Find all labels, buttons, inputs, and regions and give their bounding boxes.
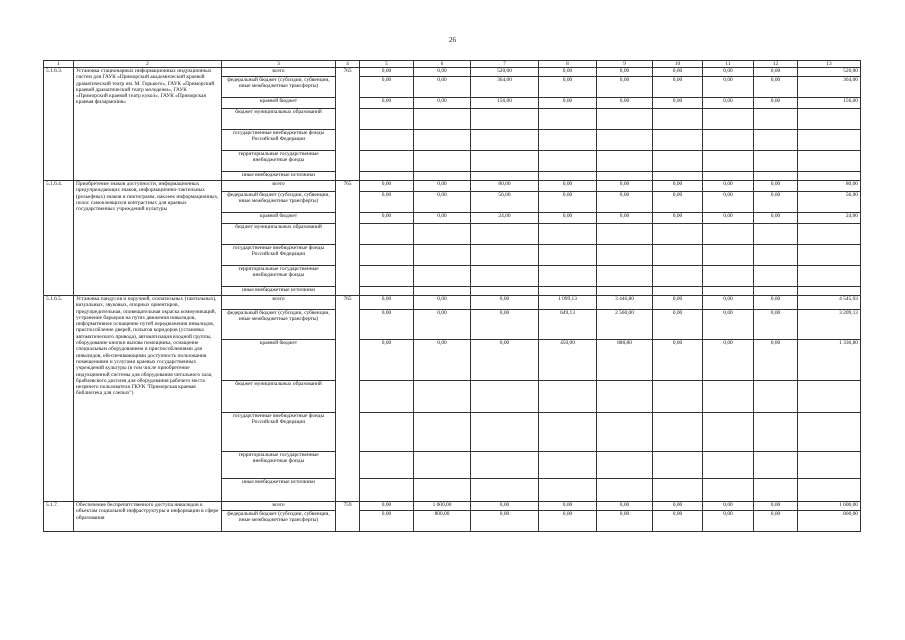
- funding-source: территориальные государственные внебюджетные фонды: [222, 266, 336, 287]
- measure-name: Приобретение знаков доступности, информационных предупреждающих знаков, информационно-тактильных (рельефных) знаков и пиктограмм, наклеек информационных, полос самоклеящихся контрастных для краевых государственных учреждений культуры: [74, 181, 222, 296]
- total-value: 800,00: [798, 511, 861, 532]
- year-value: 0,00: [703, 98, 754, 109]
- year-value: 156,00: [471, 98, 539, 109]
- total-value: 24,00: [798, 213, 861, 224]
- year-value: [754, 245, 798, 266]
- year-value: [653, 413, 703, 452]
- year-value: 0,00: [703, 77, 754, 98]
- year-value: [703, 266, 754, 287]
- year-value: [703, 109, 754, 130]
- year-value: 3 446,80: [597, 296, 653, 310]
- year-value: 0,00: [703, 181, 754, 192]
- year-value: 0,00: [360, 502, 414, 511]
- year-value: [597, 245, 653, 266]
- year-value: 0,00: [597, 68, 653, 77]
- year-value: [597, 452, 653, 479]
- column-number: 1: [44, 61, 74, 68]
- funding-source: бюджет муниципальных образований: [222, 224, 336, 245]
- year-value: [703, 381, 754, 413]
- total-value: 56,00: [798, 192, 861, 213]
- year-value: [754, 224, 798, 245]
- measure-code: 5.1.6.3.: [44, 68, 74, 181]
- year-value: 0,00: [754, 340, 798, 381]
- table-row: [44, 502, 861, 511]
- year-value: [653, 151, 703, 172]
- year-value: [539, 130, 597, 151]
- year-value: [471, 245, 539, 266]
- year-value: [414, 413, 471, 452]
- grbs-code: 765: [336, 181, 360, 296]
- total-value: [798, 287, 861, 296]
- year-value: [597, 151, 653, 172]
- funding-source: краевой бюджет: [222, 98, 336, 109]
- year-value: [754, 452, 798, 479]
- funding-source: всего: [222, 68, 336, 77]
- year-value: [754, 266, 798, 287]
- year-value: 0,00: [360, 68, 414, 77]
- year-value: [754, 172, 798, 181]
- year-value: [653, 224, 703, 245]
- year-value: [597, 224, 653, 245]
- year-value: 0,00: [414, 77, 471, 98]
- year-value: [414, 172, 471, 181]
- year-value: 0,00: [414, 213, 471, 224]
- year-value: 0,00: [754, 192, 798, 213]
- year-value: [703, 151, 754, 172]
- year-value: [703, 130, 754, 151]
- measure-code: 5.1.6.4.: [44, 181, 74, 296]
- year-value: 800,00: [414, 511, 471, 532]
- measure-code: 5.1.7.: [44, 502, 74, 532]
- year-value: [414, 224, 471, 245]
- year-value: [703, 452, 754, 479]
- total-value: [798, 413, 861, 452]
- funding-source: государственные внебюджетные фонды Российской Федерации: [222, 245, 336, 266]
- year-value: [539, 224, 597, 245]
- funding-source: федеральный бюджет (субсидии, субвенции, иные межбюджетные трансферты): [222, 310, 336, 340]
- funding-source: федеральный бюджет (субсидии, субвенции, иные межбюджетные трансферты): [222, 511, 336, 532]
- year-value: 0,00: [360, 340, 414, 381]
- column-number: 5: [360, 61, 414, 68]
- total-value: 4 545,93: [798, 296, 861, 310]
- year-value: [597, 479, 653, 502]
- year-value: 0,00: [360, 296, 414, 310]
- year-value: 0,00: [539, 213, 597, 224]
- funding-source: государственные внебюджетные фонды Российской Федерации: [222, 413, 336, 452]
- funding-source: иные внебюджетные источники: [222, 479, 336, 502]
- year-value: 0,00: [653, 340, 703, 381]
- year-value: [414, 245, 471, 266]
- year-value: 0,00: [703, 213, 754, 224]
- year-value: 0,00: [754, 181, 798, 192]
- year-value: [653, 287, 703, 296]
- table-row: [44, 181, 861, 192]
- total-value: 3 209,13: [798, 310, 861, 340]
- year-value: [360, 266, 414, 287]
- year-value: [653, 381, 703, 413]
- year-value: [360, 479, 414, 502]
- year-value: 80,00: [471, 181, 539, 192]
- year-value: [597, 130, 653, 151]
- year-value: 0,00: [754, 511, 798, 532]
- year-value: [653, 109, 703, 130]
- year-value: 0,00: [471, 502, 539, 511]
- year-value: [471, 479, 539, 502]
- funding-source: краевой бюджет: [222, 340, 336, 381]
- funding-source: государственные внебюджетные фонды Российской Федерации: [222, 130, 336, 151]
- funding-source: бюджет муниципальных образований: [222, 109, 336, 130]
- year-value: [414, 130, 471, 151]
- year-value: 0,00: [360, 181, 414, 192]
- year-value: [703, 287, 754, 296]
- year-value: 0,00: [703, 340, 754, 381]
- column-number-row: [44, 61, 861, 68]
- year-value: [539, 287, 597, 296]
- funding-source: федеральный бюджет (субсидии, субвенции, иные межбюджетные трансферты): [222, 77, 336, 98]
- year-value: [471, 452, 539, 479]
- year-value: [471, 413, 539, 452]
- year-value: [754, 413, 798, 452]
- column-number: 3: [222, 61, 336, 68]
- year-value: 450,00: [539, 340, 597, 381]
- year-value: 0,00: [754, 68, 798, 77]
- total-value: 80,00: [798, 181, 861, 192]
- year-value: [539, 381, 597, 413]
- column-number: 6: [414, 61, 471, 68]
- column-number: 13: [798, 61, 861, 68]
- year-value: 0,00: [653, 77, 703, 98]
- year-value: 0,00: [414, 98, 471, 109]
- year-value: [539, 479, 597, 502]
- year-value: 0,00: [360, 511, 414, 532]
- column-number: 8: [539, 61, 597, 68]
- year-value: 1 600,00: [414, 502, 471, 511]
- year-value: 0,00: [653, 511, 703, 532]
- budget-table: [43, 60, 861, 532]
- column-number: 12: [754, 61, 798, 68]
- year-value: [703, 245, 754, 266]
- year-value: 0,00: [360, 213, 414, 224]
- year-value: [539, 245, 597, 266]
- year-value: [703, 479, 754, 502]
- year-value: [414, 151, 471, 172]
- year-value: 0,00: [703, 310, 754, 340]
- year-value: [360, 413, 414, 452]
- year-value: 0,00: [653, 181, 703, 192]
- year-value: 0,00: [703, 502, 754, 511]
- year-value: [414, 287, 471, 296]
- measure-code: 5.1.6.5.: [44, 296, 74, 502]
- year-value: [653, 452, 703, 479]
- grbs-code: 765: [336, 68, 360, 181]
- year-value: [539, 413, 597, 452]
- year-value: [597, 413, 653, 452]
- year-value: 0,00: [539, 98, 597, 109]
- total-value: [798, 479, 861, 502]
- grbs-code: 759: [336, 502, 360, 532]
- year-value: [597, 287, 653, 296]
- year-value: 0,00: [539, 77, 597, 98]
- table-row: [44, 296, 861, 310]
- year-value: [597, 109, 653, 130]
- year-value: 0,00: [360, 77, 414, 98]
- total-value: [798, 452, 861, 479]
- year-value: 0,00: [653, 296, 703, 310]
- year-value: 0,00: [414, 181, 471, 192]
- year-value: [471, 224, 539, 245]
- year-value: [471, 287, 539, 296]
- column-number: 7: [471, 61, 539, 68]
- year-value: 520,00: [471, 68, 539, 77]
- year-value: 0,00: [414, 68, 471, 77]
- year-value: [754, 130, 798, 151]
- year-value: [653, 245, 703, 266]
- year-value: 0,00: [653, 213, 703, 224]
- year-value: 0,00: [754, 77, 798, 98]
- year-value: 0,00: [653, 192, 703, 213]
- total-value: 1 600,00: [798, 502, 861, 511]
- year-value: 0,00: [754, 213, 798, 224]
- year-value: [360, 224, 414, 245]
- year-value: 0,00: [471, 340, 539, 381]
- funding-source: бюджет муниципальных образований: [222, 381, 336, 413]
- year-value: [360, 109, 414, 130]
- year-value: 886,80: [597, 340, 653, 381]
- year-value: 0,00: [597, 511, 653, 532]
- year-value: [360, 172, 414, 181]
- measure-name: Обеспечение беспрепятственного доступа инвалидов к объектам социальной инфраструктуры и информации в сфере образования: [74, 502, 222, 532]
- year-value: [597, 381, 653, 413]
- year-value: 0,00: [597, 77, 653, 98]
- funding-source: федеральный бюджет (субсидии, субвенции, иные межбюджетные трансферты): [222, 192, 336, 213]
- year-value: [414, 381, 471, 413]
- year-value: 0,00: [414, 310, 471, 340]
- total-value: [798, 381, 861, 413]
- year-value: 0,00: [754, 502, 798, 511]
- total-value: [798, 224, 861, 245]
- column-number: 2: [74, 61, 222, 68]
- year-value: 0,00: [597, 502, 653, 511]
- total-value: [798, 130, 861, 151]
- funding-source: территориальные государственные внебюджетные фонды: [222, 151, 336, 172]
- column-number: 4: [336, 61, 360, 68]
- year-value: 0,00: [471, 511, 539, 532]
- year-value: 0,00: [597, 181, 653, 192]
- year-value: [754, 479, 798, 502]
- year-value: [754, 287, 798, 296]
- year-value: [754, 381, 798, 413]
- year-value: 0,00: [539, 511, 597, 532]
- year-value: [653, 130, 703, 151]
- year-value: [360, 245, 414, 266]
- year-value: [360, 287, 414, 296]
- year-value: [360, 151, 414, 172]
- year-value: [471, 151, 539, 172]
- funding-source: территориальные государственные внебюджетные фонды: [222, 452, 336, 479]
- total-value: [798, 109, 861, 130]
- page-number: 26: [449, 36, 456, 44]
- funding-source: иные внебюджетные источники: [222, 287, 336, 296]
- year-value: [539, 151, 597, 172]
- total-value: [798, 245, 861, 266]
- year-value: 0,00: [471, 296, 539, 310]
- year-value: 0,00: [360, 310, 414, 340]
- year-value: 0,00: [653, 502, 703, 511]
- year-value: [597, 172, 653, 181]
- year-value: [471, 172, 539, 181]
- year-value: 0,00: [539, 181, 597, 192]
- year-value: [471, 109, 539, 130]
- year-value: 0,00: [360, 192, 414, 213]
- year-value: [754, 109, 798, 130]
- total-value: 520,00: [798, 68, 861, 77]
- year-value: [703, 224, 754, 245]
- year-value: 1 099,13: [539, 296, 597, 310]
- year-value: [414, 452, 471, 479]
- year-value: 56,00: [471, 192, 539, 213]
- year-value: 0,00: [414, 192, 471, 213]
- funding-source: всего: [222, 296, 336, 310]
- year-value: 649,13: [539, 310, 597, 340]
- year-value: [597, 266, 653, 287]
- column-number: 9: [597, 61, 653, 68]
- year-value: 0,00: [597, 98, 653, 109]
- year-value: [539, 452, 597, 479]
- year-value: 24,00: [471, 213, 539, 224]
- year-value: 0,00: [653, 68, 703, 77]
- year-value: 0,00: [597, 192, 653, 213]
- year-value: 0,00: [653, 310, 703, 340]
- year-value: 0,00: [360, 98, 414, 109]
- measure-name: Установка пандусов и поручней, осязательных (тактильных), визуальных, звуковых, опорных ориентиров, предупредительная, оповещательная окраска коммуникаций, устранение барьеров на путях движения инвалидов, информативное оснащение путей передвижения инвалидов, приспособление дверей, полыгов коридоров (установка автоматического привода), автоматизация входной группы, оборудование кнопки вызова помощника, оснащение специальным оборудованием и приспособлениями для инвалидов, обеспечивающими доступность пользования помещениями и услугами краевых государственных учреждений культуры (в том числе приобретение индукционной системы для оборудования читального зала, брайлевского дисплея для оборудования рабочего места незрячего пользователя ГКУК "Приморская краевая библиотека для слепых"): [74, 296, 222, 502]
- year-value: [414, 479, 471, 502]
- year-value: [360, 381, 414, 413]
- year-value: 0,00: [703, 511, 754, 532]
- year-value: [414, 266, 471, 287]
- year-value: [471, 130, 539, 151]
- year-value: [653, 172, 703, 181]
- year-value: [653, 266, 703, 287]
- year-value: [703, 172, 754, 181]
- year-value: 0,00: [539, 502, 597, 511]
- funding-source: иные внебюджетные источники: [222, 172, 336, 181]
- year-value: 364,00: [471, 77, 539, 98]
- year-value: 0,00: [471, 310, 539, 340]
- year-value: [414, 109, 471, 130]
- year-value: [539, 109, 597, 130]
- year-value: 0,00: [703, 296, 754, 310]
- total-value: 364,00: [798, 77, 861, 98]
- year-value: 0,00: [754, 296, 798, 310]
- year-value: 0,00: [653, 98, 703, 109]
- column-number: 11: [703, 61, 754, 68]
- measure-name: Установка стационарных информационных индукционных систем для ГАУК «Приморский академический краевой драматический театр им. М. Горького», ГАУК «Приморский краевой драматический театр молодежи», ГАУК «Приморский краевой театр кукол», ГАУК «Приморская краевая филармония»: [74, 68, 222, 181]
- year-value: 0,00: [539, 192, 597, 213]
- year-value: 0,00: [414, 296, 471, 310]
- year-value: 0,00: [754, 310, 798, 340]
- year-value: [360, 452, 414, 479]
- year-value: [754, 151, 798, 172]
- year-value: [360, 130, 414, 151]
- year-value: [471, 381, 539, 413]
- table-row: [44, 68, 861, 77]
- total-value: [798, 266, 861, 287]
- year-value: 0,00: [597, 213, 653, 224]
- grbs-code: 765: [336, 296, 360, 502]
- year-value: 0,00: [703, 192, 754, 213]
- total-value: [798, 172, 861, 181]
- total-value: 156,00: [798, 98, 861, 109]
- year-value: [539, 266, 597, 287]
- year-value: 0,00: [414, 340, 471, 381]
- year-value: [653, 479, 703, 502]
- column-number: 10: [653, 61, 703, 68]
- total-value: [798, 151, 861, 172]
- year-value: 0,00: [539, 68, 597, 77]
- year-value: [539, 172, 597, 181]
- funding-source: всего: [222, 502, 336, 511]
- total-value: 1 336,80: [798, 340, 861, 381]
- year-value: [471, 266, 539, 287]
- year-value: [703, 413, 754, 452]
- year-value: 2 560,00: [597, 310, 653, 340]
- funding-source: всего: [222, 181, 336, 192]
- year-value: 0,00: [754, 98, 798, 109]
- year-value: 0,00: [703, 68, 754, 77]
- funding-source: краевой бюджет: [222, 213, 336, 224]
